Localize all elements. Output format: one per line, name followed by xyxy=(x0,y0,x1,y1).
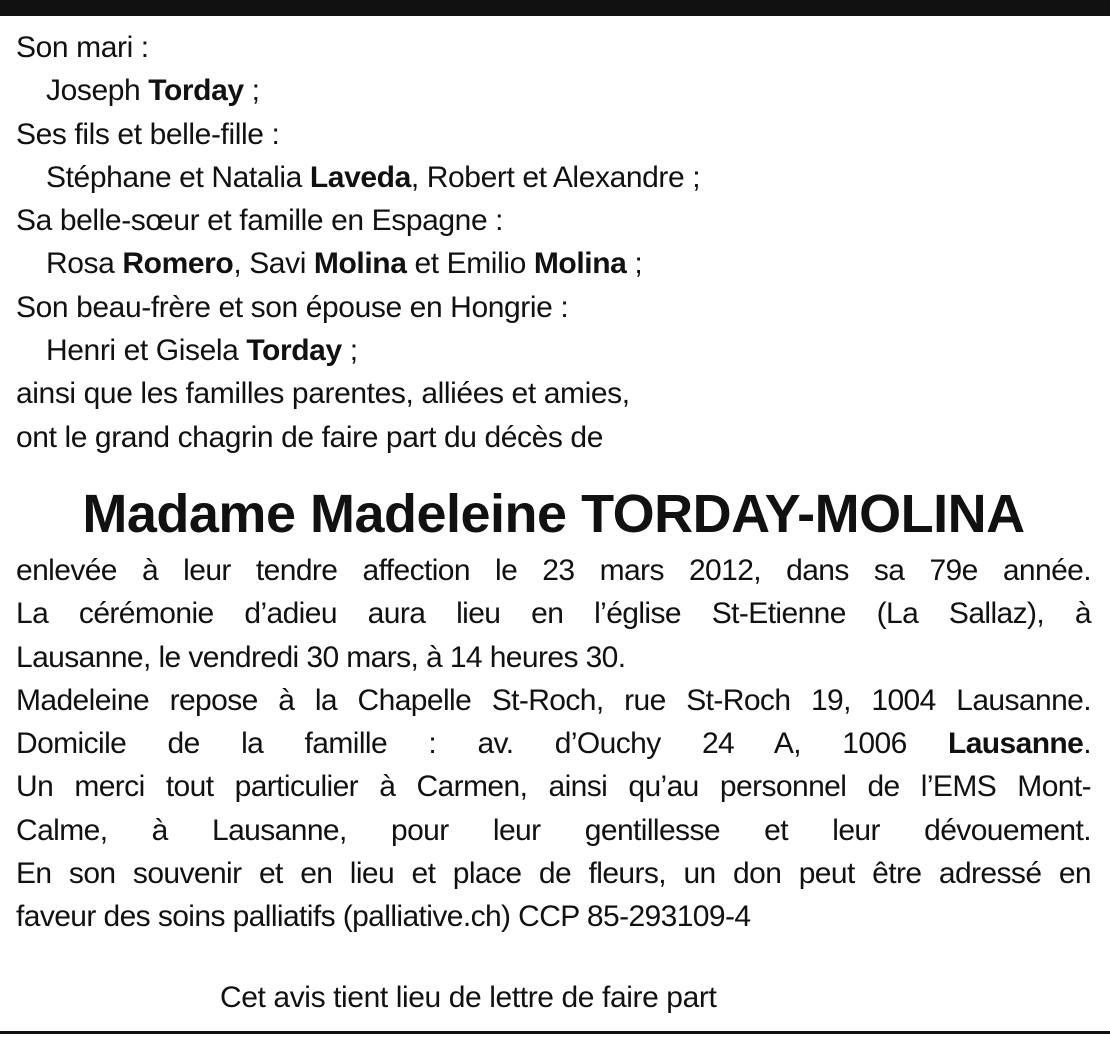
surname: Romero xyxy=(122,247,234,281)
bottom-border-rule xyxy=(0,1031,1110,1034)
city-name: Lausanne xyxy=(948,727,1084,761)
surname: Molina xyxy=(533,247,627,281)
body-line: enlevée à leur tendre affection le 23 mars 2012, dans sa 79e année. xyxy=(16,553,1091,587)
body-line: Calme, à Lausanne, pour leur gentillesse et leur dévouement. xyxy=(16,813,1091,847)
footer-note: Cet avis tient lieu de lettre de faire part xyxy=(220,981,717,1014)
top-border-rule xyxy=(0,0,1110,16)
surname: Torday xyxy=(148,74,244,108)
surname: Molina xyxy=(313,247,407,281)
notice-body xyxy=(16,549,1091,939)
family-line: Stéphane et Natalia Laveda, Robert et Alexandre ; xyxy=(46,160,701,194)
family-line: ainsi que les familles parentes, alliées et amies, xyxy=(16,377,630,411)
body-line: En son souvenir et en lieu et place de fleurs, un don peut être adressé en xyxy=(16,857,1091,891)
family-line: ont le grand chagrin de faire part du décès de xyxy=(16,420,604,454)
family-line: Henri et Gisela Torday ; xyxy=(46,334,358,368)
family-line: Ses fils et belle-fille : xyxy=(16,117,280,151)
body-line: La cérémonie d’adieu aura lieu en l’église St-Etienne (La Sallaz), à xyxy=(16,597,1091,631)
family-line: Joseph Torday ; xyxy=(46,74,260,108)
surname: Laveda xyxy=(309,160,411,194)
body-line: faveur des soins palliatifs (palliative.ch) CCP 85-293109-4 xyxy=(16,900,751,934)
body-line: Un merci tout particulier à Carmen, ainsi qu’au personnel de l’EMS Mont- xyxy=(16,770,1091,804)
family-list xyxy=(16,26,1091,459)
family-line: Rosa Romero, Savi Molina et Emilio Molina ; xyxy=(46,247,643,281)
body-line: Madeleine repose à la Chapelle St-Roch, rue St-Roch 19, 1004 Lausanne. xyxy=(16,683,1091,717)
family-line: Son mari : xyxy=(16,31,149,64)
family-line: Sa belle-sœur et famille en Espagne : xyxy=(16,204,504,238)
body-line: Lausanne, le vendredi 30 mars, à 14 heures 30. xyxy=(16,640,626,674)
deceased-name-heading: Madame Madeleine TORDAY-MOLINA xyxy=(82,483,1025,544)
notice-content xyxy=(16,26,1091,939)
family-line: Son beau-frère et son épouse en Hongrie : xyxy=(16,290,569,324)
surname: Torday xyxy=(246,334,342,368)
body-line: Domicile de la famille : av. d’Ouchy 24 A, 1006 Lausanne. xyxy=(16,727,1091,761)
